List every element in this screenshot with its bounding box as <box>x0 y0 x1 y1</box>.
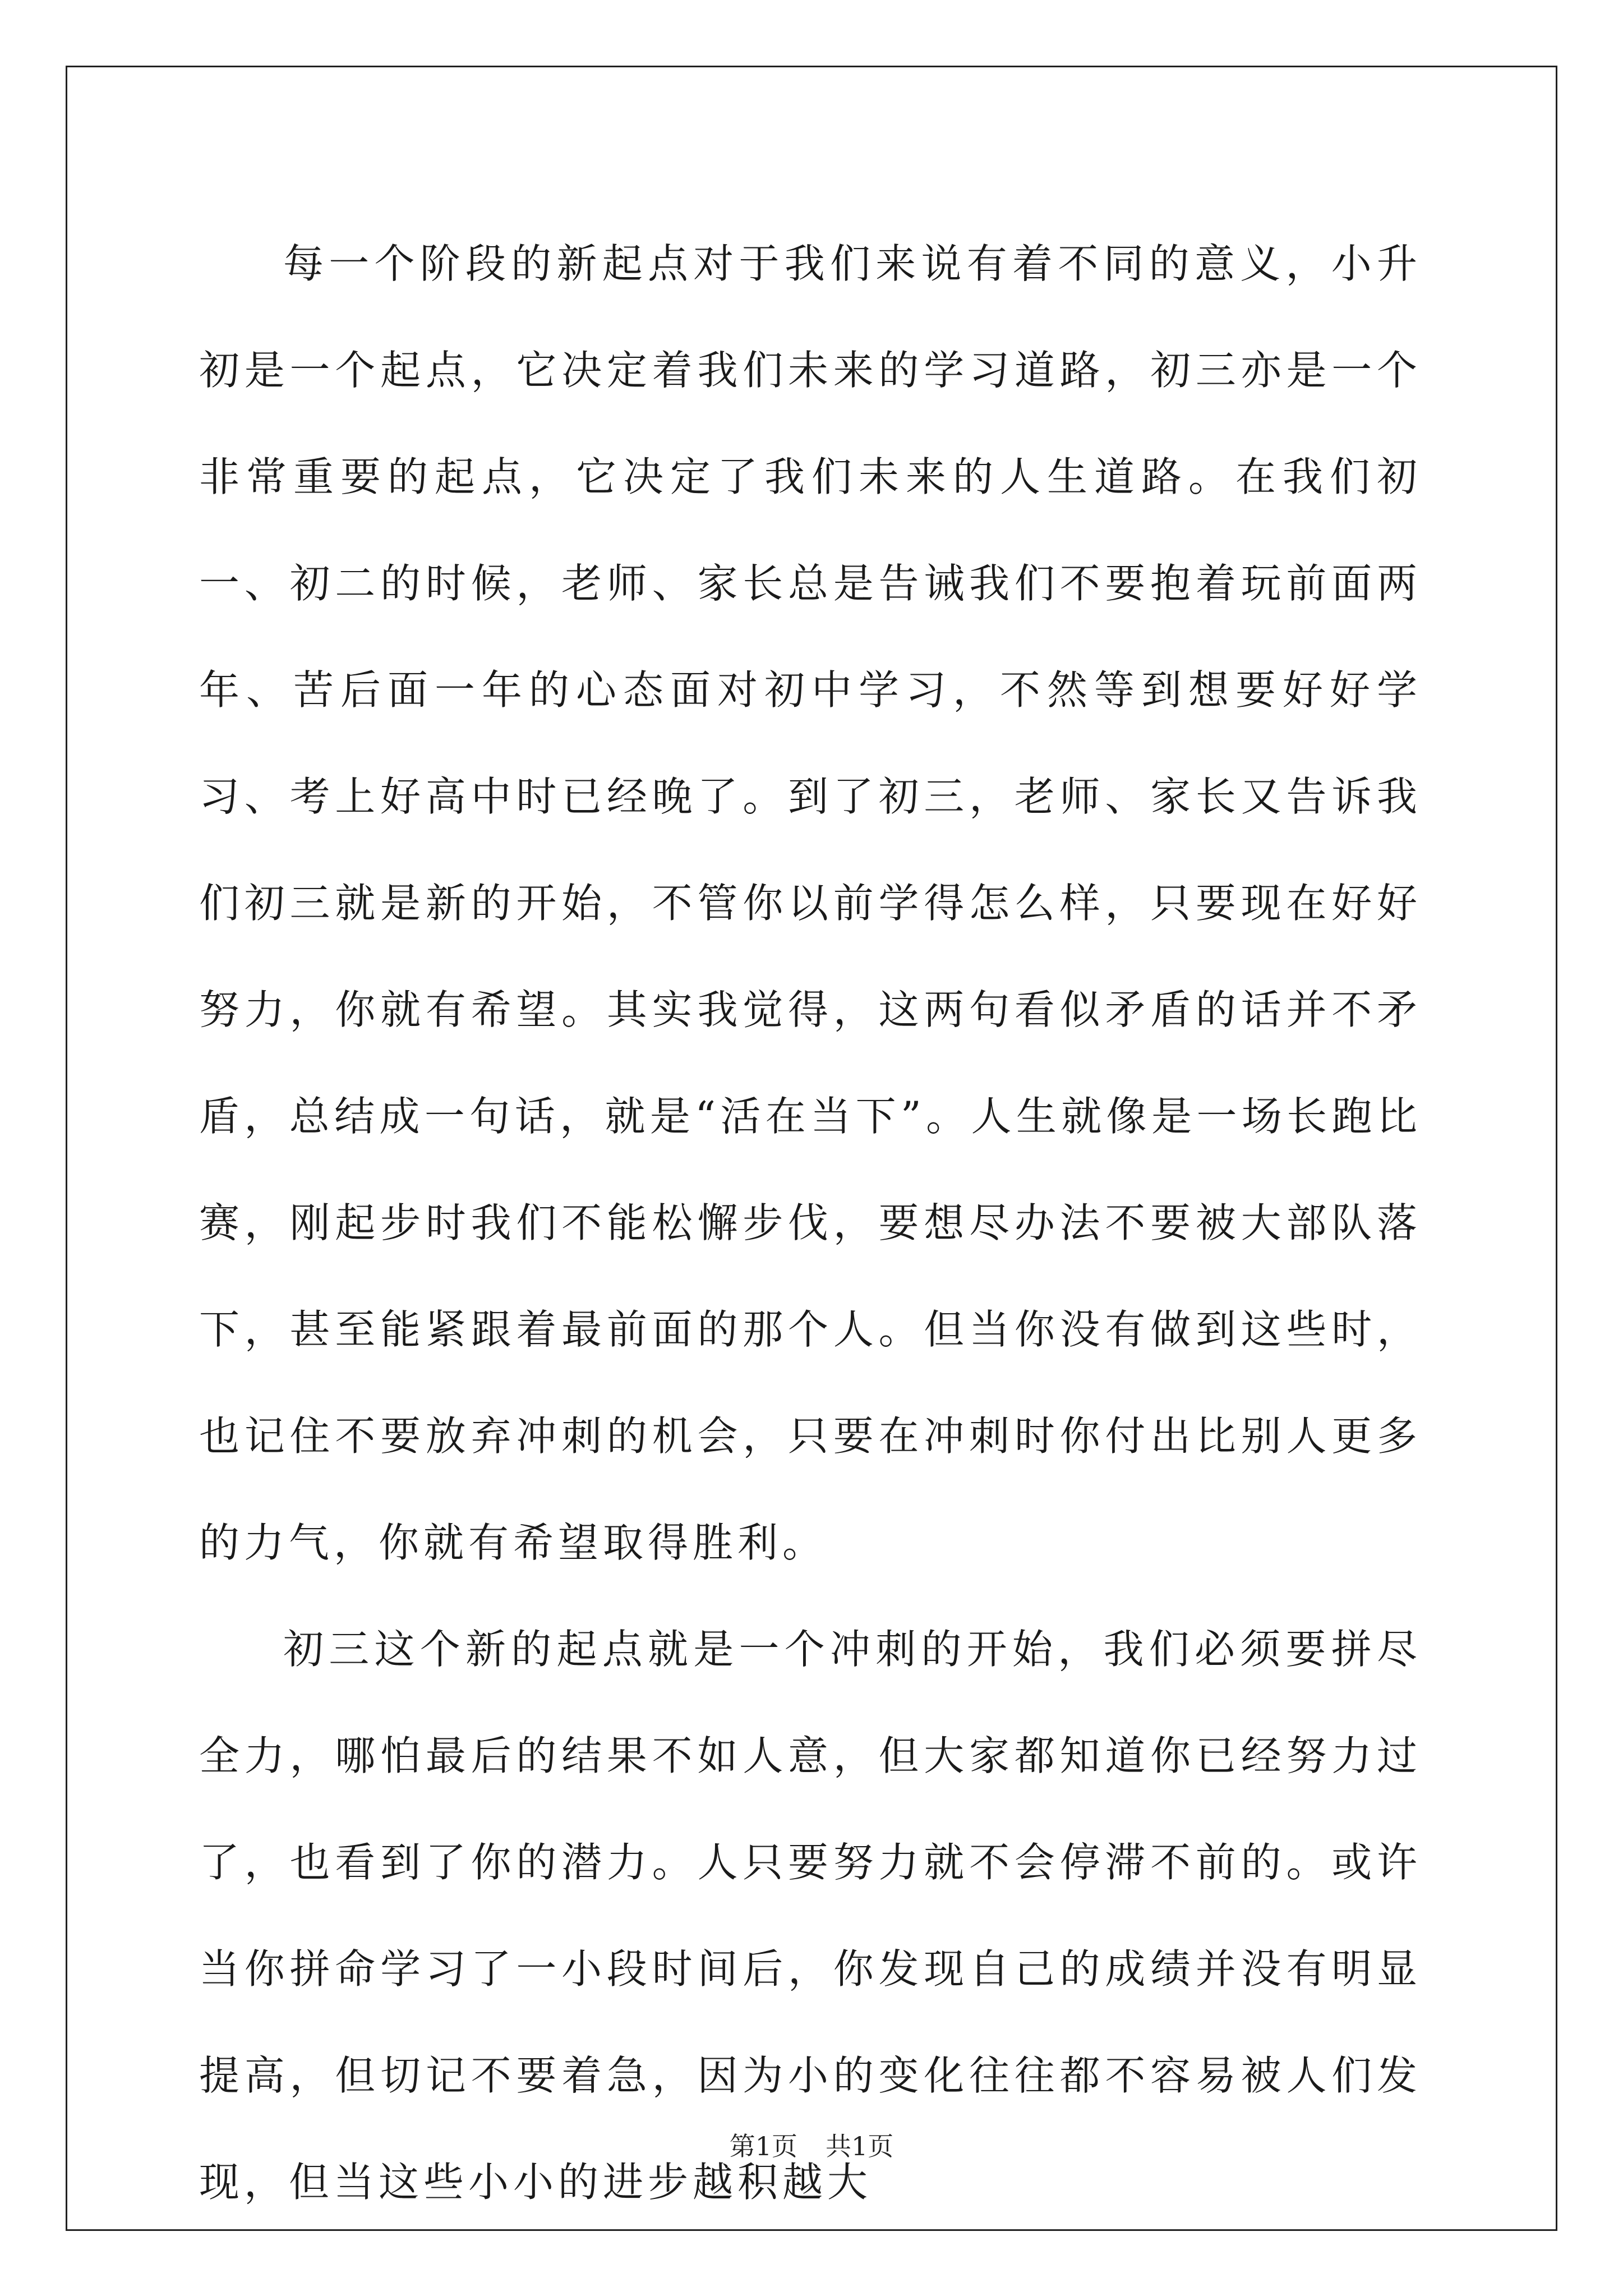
document-body <box>199 210 1422 2235</box>
paragraph-1: 每一个阶段的新起点对于我们来说有着不同的意义，小升初是一个起点，它决定着我们未来的学习道路，初三亦是一个非常重要的起点，它决定了我们未来的人生道路。在我们初一、初二的时候，老师、家长总是告诫我们不要抱着玩前面两年、苦后面一年的心态面对初中学习，不然等到想要好好学习、考上好高中时已经晚了。到了初三，老师、家长又告诉我们初三就是新的开始，不管你以前学得怎么样，只要现在好好努力，你就有希望。其实我觉得，这两句看似矛盾的话并不矛盾，总结成一句话，就是“活在当下”。人生就像是一场长跑比赛，刚起步时我们不能松懈步伐，要想尽办法不要被大部队落下，甚至能紧跟着最前面的那个人。但当你没有做到这些时，也记住不要放弃冲刺的机会，只要在冲刺时你付出比别人更多的力气，你就有希望取得胜利。 <box>199 240 1422 1566</box>
paragraph-2: 初三这个新的起点就是一个冲刺的开始，我们必须要拼尽全力，哪怕最后的结果不如人意，但大家都知道你已经努力过了，也看到了你的潜力。人只要努力就不会停滞不前的。或许当你拼命学习了一小段时间后，你发现自己的成绩并没有明显提高，但切记不要着急，因为小的变化往往都不容易被人们发现，但当这些小小的进步越积越大 <box>199 1626 1422 2206</box>
page-number: 第1页 <box>729 2131 797 2161</box>
page-total: 共1页 <box>826 2131 894 2161</box>
page-footer <box>0 2126 1623 2163</box>
